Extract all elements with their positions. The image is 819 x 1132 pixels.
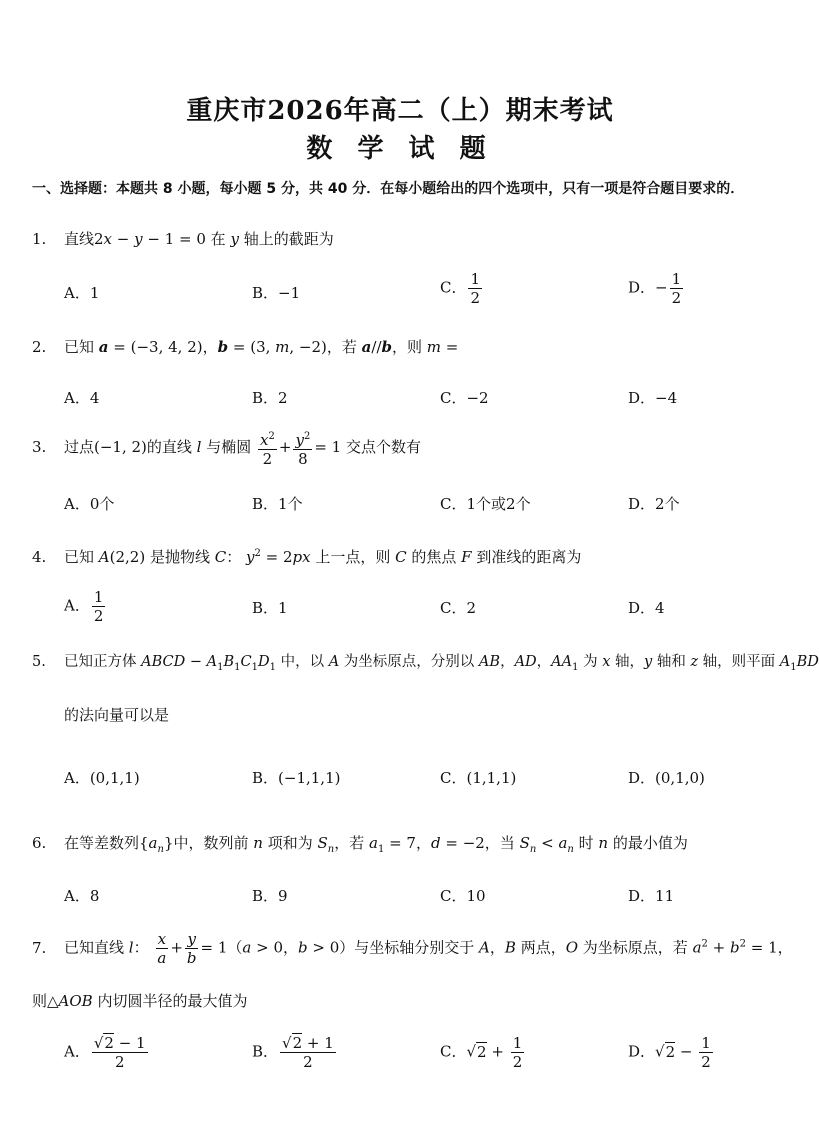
q5-option-b: B．(−1,1,1) (252, 769, 341, 787)
q3-option-b: B．1个 (252, 495, 303, 513)
q4-option-b: B．1 (252, 599, 288, 617)
q2-option-c: C．−2 (440, 389, 489, 407)
q5-option-a: A．(0,1,1) (64, 769, 140, 787)
question-7-stem-cont: 则△AOB 内切圆半径的最大值为 (32, 992, 248, 1010)
question-2-stem: 2. 已知 a = (−3, 4, 2)，b = (3, m, −2)，若 a//b，则 m = (32, 338, 459, 356)
q4-option-a: A． $\frac{1}{2}$ (64, 588, 104, 625)
question-5-stem: 5. 已知正方体 ABCD − $A_1B_1C_1D_1$ 中，以 A 为坐标原点，分别以 AB，AD，$AA_1$ 为 x 轴，y 轴和 z 轴，则平面 $A_1BD$ (32, 654, 819, 673)
q6-option-a: A．8 (64, 887, 100, 905)
question-6-stem: 6. 在等差数列$\{a_n\}$中，数列前 n 项和为 $S_n$，若 $a_1 = 7$，d = −2，当 $S_n < a_n$ 时 n 的最小值为 (32, 834, 688, 855)
q1-option-d: D．− $\frac{1}{2}$ (628, 270, 682, 307)
q5-option-d: D．(0,1,0) (628, 769, 705, 787)
q4-option-d: D．4 (628, 599, 665, 617)
q7-option-c: C．√2 + $\frac{1}{2}$ (440, 1034, 523, 1071)
q1-option-c: C． $\frac{1}{2}$ (440, 270, 481, 307)
q2-option-b: B．2 (252, 389, 288, 407)
q6-option-d: D．11 (628, 887, 675, 905)
q4-option-c: C．2 (440, 599, 477, 617)
question-3-stem: 3. 过点(−1, 2)的直线 l 与椭圆 $\frac{x^2}{2}$ + $\frac{y^2}{8}$ = 1 交点个数有 (32, 428, 421, 468)
q1-option-b: B．−1 (252, 284, 301, 302)
q3-option-a: A．0个 (64, 495, 115, 513)
q2-option-d: D．−4 (628, 389, 678, 407)
q7-option-d: D．√2 − $\frac{1}{2}$ (628, 1034, 711, 1071)
q7-option-a: A． $\frac{√2 - 1}{2}$ (64, 1034, 146, 1071)
page-title: 重庆市2026年高二（上）期末考试 (186, 96, 614, 126)
q2-option-a: A．4 (64, 389, 100, 407)
question-1-stem: 1. 直线2x − y − 1 = 0 在 y 轴上的截距为 (32, 230, 334, 248)
page-subtitle: 数 学 试 题 (306, 134, 494, 164)
q6-option-c: C．10 (440, 887, 486, 905)
q1-option-a: A．1 (64, 284, 100, 302)
section-instruction: 一、选择题：本题共 8 小题，每小题 5 分，共 40 分．在每小题给出的四个选项中，只有一项是符合题目要求的． (32, 181, 745, 197)
q5-option-c: C．(1,1,1) (440, 769, 517, 787)
question-7-stem: 7. 已知直线 l： $\frac{x}{a}$ + $\frac{y}{b}$ = 1（a > 0，b > 0）与坐标轴分别交于 A，B 两点，O 为坐标原点，若 $a^2 + b^2 = 1$， (32, 930, 793, 967)
q3-option-d: D．2个 (628, 495, 680, 513)
q6-option-b: B．9 (252, 887, 288, 905)
q7-option-b: B． $\frac{√2 + 1}{2}$ (252, 1034, 334, 1071)
q3-option-c: C．1个或2个 (440, 495, 531, 513)
question-5-stem-cont: 的法向量可以是 (64, 706, 170, 724)
question-4-stem: 4. 已知 A(2,2) 是抛物线 C： $y^2 = 2px$ 上一点，则 C 的焦点 F 到准线的距离为 (32, 548, 582, 566)
